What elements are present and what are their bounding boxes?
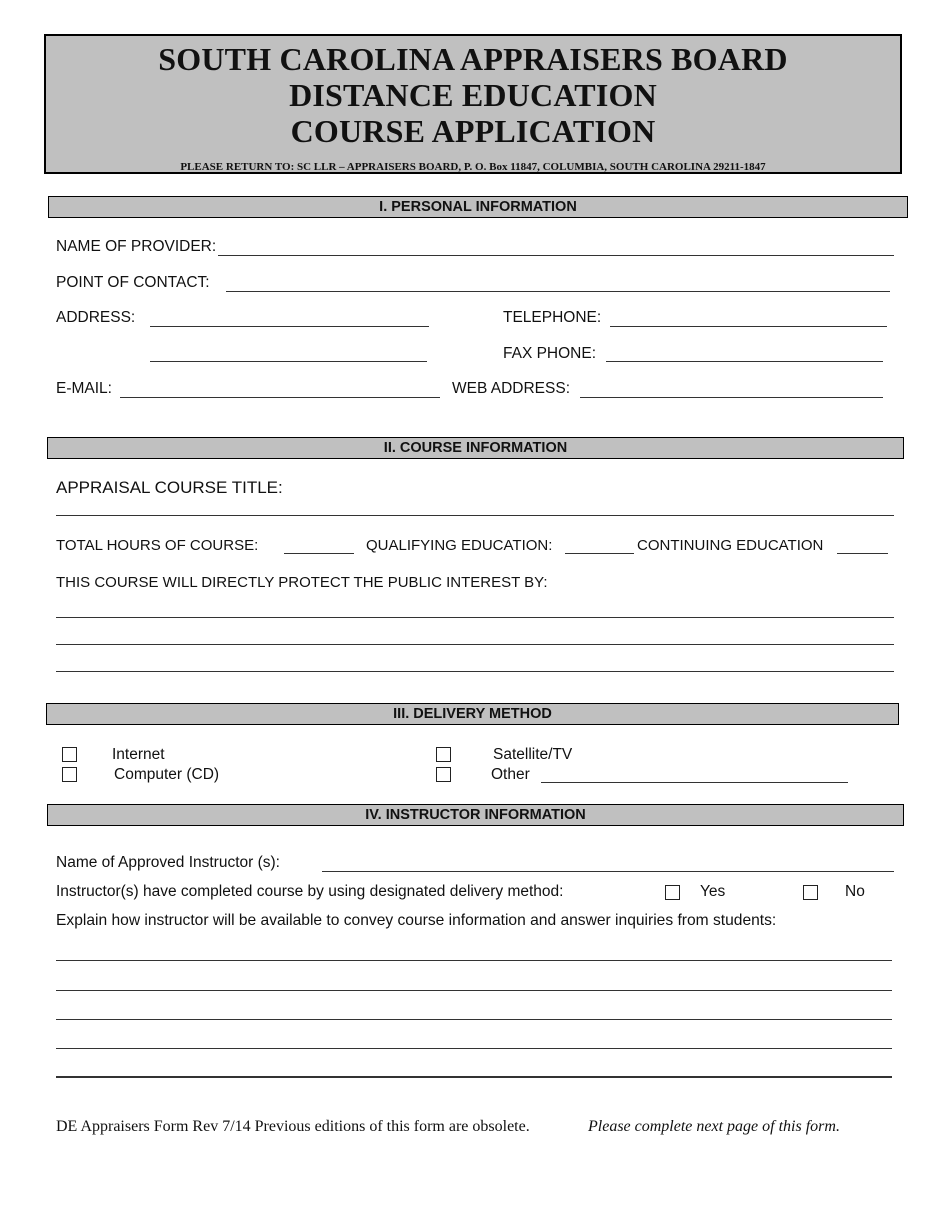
email-label: E-MAIL: — [56, 380, 112, 397]
internet-label: Internet — [112, 746, 165, 763]
no-label: No — [845, 883, 865, 900]
explain-availability-label: Explain how instructor will be available to convey course information and answer inquiries from students: — [56, 912, 777, 929]
address-field-line2[interactable] — [150, 361, 427, 362]
completed-course-label: Instructor(s) have completed course by using designated delivery method: — [56, 883, 564, 900]
email-field[interactable] — [120, 397, 440, 398]
section-delivery-method-bar: III. DELIVERY METHOD — [46, 703, 899, 725]
explain-field-line4[interactable] — [56, 1048, 892, 1049]
section-personal-information-bar: I. PERSONAL INFORMATION — [48, 196, 908, 218]
continuing-education-label: CONTINUING EDUCATION — [637, 537, 824, 554]
qualifying-education-label: QUALIFYING EDUCATION: — [366, 537, 553, 554]
approved-instructor-field[interactable] — [322, 871, 894, 872]
internet-checkbox[interactable] — [62, 747, 77, 762]
other-checkbox[interactable] — [436, 767, 451, 782]
public-interest-label: THIS COURSE WILL DIRECTLY PROTECT THE PUBLIC INTEREST BY: — [56, 574, 548, 591]
address-label: ADDRESS: — [56, 309, 136, 326]
point-of-contact-label: POINT OF CONTACT: — [56, 274, 210, 291]
explain-field-line2[interactable] — [56, 990, 892, 991]
yes-label: Yes — [700, 883, 726, 900]
yes-checkbox[interactable] — [665, 885, 680, 900]
other-label: Other — [491, 766, 530, 783]
explain-field-line5[interactable] — [56, 1076, 892, 1078]
fax-phone-label: FAX PHONE: — [503, 345, 597, 362]
satellite-tv-checkbox[interactable] — [436, 747, 451, 762]
computer-cd-checkbox[interactable] — [62, 767, 77, 782]
address-field-line1[interactable] — [150, 326, 429, 327]
course-title-field[interactable] — [56, 515, 894, 516]
next-page-note: Please complete next page of this form. — [588, 1118, 840, 1135]
header-return-address: PLEASE RETURN TO: SC LLR – APPRAISERS BOARD, P. O. Box 11847, COLUMBIA, SOUTH CAROLINA 29211-1847 — [180, 161, 766, 173]
total-hours-label: TOTAL HOURS OF COURSE: — [56, 537, 259, 554]
web-address-field[interactable] — [580, 397, 883, 398]
explain-field-line3[interactable] — [56, 1019, 892, 1020]
continuing-education-field[interactable] — [837, 553, 888, 554]
satellite-tv-label: Satellite/TV — [493, 746, 573, 763]
qualifying-education-field[interactable] — [565, 553, 634, 554]
header-course-application: COURSE APPLICATION — [290, 113, 656, 149]
form-revision-note: DE Appraisers Form Rev 7/14 Previous editions of this form are obsolete. — [56, 1118, 530, 1135]
form-header — [44, 34, 902, 174]
public-interest-field-line1[interactable] — [56, 617, 894, 618]
approved-instructor-label: Name of Approved Instructor (s): — [56, 854, 280, 871]
public-interest-field-line2[interactable] — [56, 644, 894, 645]
point-of-contact-field[interactable] — [226, 291, 890, 292]
section-instructor-information-bar: IV. INSTRUCTOR INFORMATION — [47, 804, 904, 826]
name-of-provider-field[interactable] — [218, 255, 894, 256]
header-distance-education: DISTANCE EDUCATION — [289, 77, 657, 113]
name-of-provider-label: NAME OF PROVIDER: — [56, 238, 217, 255]
fax-phone-field[interactable] — [606, 361, 883, 362]
course-title-label: APPRAISAL COURSE TITLE: — [56, 478, 283, 497]
total-hours-field[interactable] — [284, 553, 354, 554]
telephone-label: TELEPHONE: — [503, 309, 602, 326]
computer-cd-label: Computer (CD) — [114, 766, 220, 783]
section-course-information-bar: II. COURSE INFORMATION — [47, 437, 904, 459]
web-address-label: WEB ADDRESS: — [452, 380, 570, 397]
other-field[interactable] — [541, 782, 848, 783]
no-checkbox[interactable] — [803, 885, 818, 900]
telephone-field[interactable] — [610, 326, 887, 327]
explain-field-line1[interactable] — [56, 960, 892, 961]
public-interest-field-line3[interactable] — [56, 671, 894, 672]
header-board-name: SOUTH CAROLINA APPRAISERS BOARD — [158, 41, 788, 77]
